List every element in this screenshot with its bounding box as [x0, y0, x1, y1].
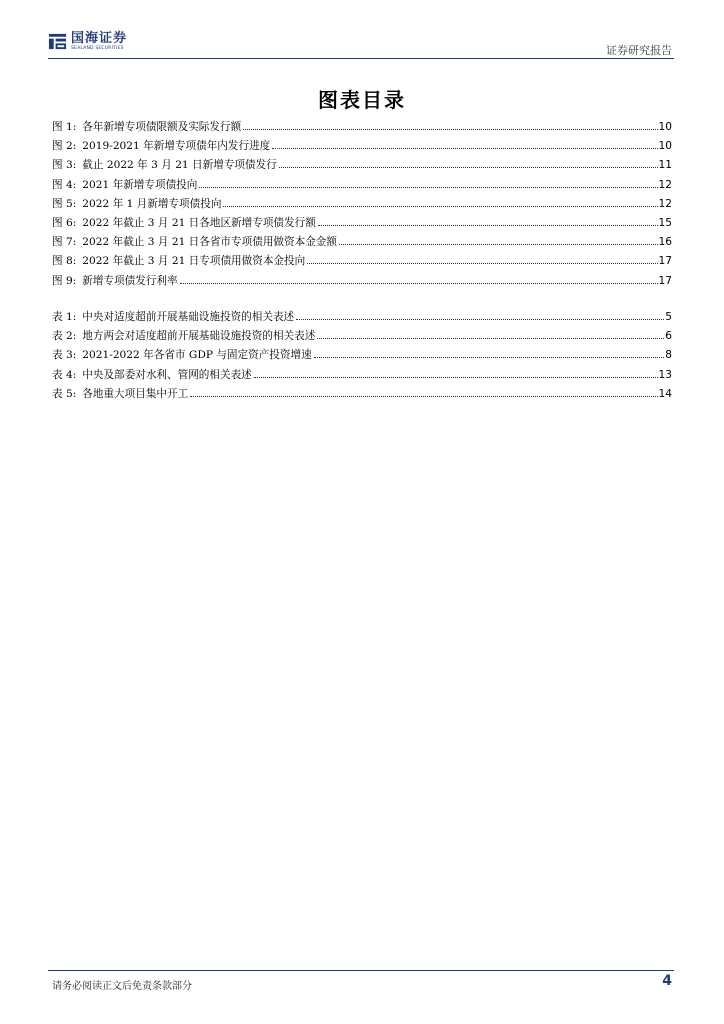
- logo-chinese-name: 国海证券: [71, 31, 128, 46]
- footer-divider: [48, 970, 674, 971]
- figure-entry[interactable]: [52, 156, 672, 175]
- dot-leader: [318, 224, 658, 226]
- figure-label: 图 2:: [52, 140, 77, 153]
- table-entry[interactable]: [52, 366, 672, 385]
- dot-leader: [314, 356, 665, 358]
- dot-leader: [223, 205, 657, 207]
- dot-leader: [199, 186, 657, 188]
- page-header: [48, 28, 674, 58]
- table-list: [52, 308, 672, 404]
- logo-english-name: SEALAND SECURITIES: [71, 46, 124, 51]
- figure-title[interactable]: 各年新增专项债限额及实际发行额: [82, 121, 242, 133]
- figure-title[interactable]: 2019-2021 年新增专项债年内发行进度: [82, 140, 271, 153]
- figure-page-number[interactable]: 15: [658, 216, 672, 229]
- figure-page-number[interactable]: 17: [658, 274, 672, 287]
- figure-label: 图 6:: [52, 216, 77, 229]
- figure-label: 图 9:: [52, 274, 77, 287]
- figure-label: 图 4:: [52, 178, 77, 191]
- dot-leader: [307, 262, 657, 264]
- table-entry[interactable]: [52, 346, 672, 365]
- table-page-number[interactable]: 13: [658, 368, 672, 381]
- table-entry[interactable]: [52, 327, 672, 346]
- figure-entry[interactable]: [52, 137, 672, 156]
- figure-page-number[interactable]: 17: [658, 255, 672, 268]
- table-label: 表 3:: [52, 349, 77, 362]
- table-title[interactable]: 2021-2022 年各省市 GDP 与固定资产投资增速: [82, 349, 312, 362]
- figure-page-number[interactable]: 10: [658, 140, 672, 153]
- figure-entry[interactable]: [52, 195, 672, 214]
- page-number: 4: [662, 973, 672, 989]
- figure-title[interactable]: 截止 2022 年 3 月 21 日新增专项债发行: [82, 159, 277, 172]
- figure-label: 图 3:: [52, 159, 77, 172]
- figure-title[interactable]: 2021 年新增专项债投向: [82, 178, 198, 191]
- report-type-label: 证券研究报告: [606, 44, 672, 57]
- figure-label: 图 7:: [52, 236, 77, 249]
- dot-leader: [243, 128, 657, 130]
- header-divider: [48, 58, 674, 59]
- figure-title[interactable]: 2022 年截止 3 月 21 日专项债用做资本金投向: [82, 255, 306, 268]
- figure-page-number[interactable]: 10: [658, 121, 672, 133]
- table-title[interactable]: 中央及部委对水利、管网的相关表述: [82, 368, 252, 381]
- figure-title[interactable]: 2022 年截止 3 月 21 日各省市专项债用做资本金金额: [82, 236, 337, 249]
- figure-page-number[interactable]: 12: [658, 197, 672, 210]
- dot-leader: [296, 318, 664, 320]
- figure-label: 图 1:: [52, 121, 77, 133]
- dot-leader: [339, 243, 658, 245]
- table-entry[interactable]: [52, 385, 672, 404]
- footer-disclaimer: 请务必阅读正文后免责条款部分: [52, 981, 192, 992]
- figure-entry[interactable]: [52, 118, 672, 137]
- table-label: 表 1:: [52, 311, 77, 323]
- figure-entry[interactable]: [52, 272, 672, 291]
- figure-title[interactable]: 2022 年截止 3 月 21 日各地区新增专项债发行额: [82, 216, 316, 229]
- table-entry[interactable]: [52, 308, 672, 327]
- table-title[interactable]: 各地重大项目集中开工: [82, 387, 189, 400]
- figure-entry[interactable]: [52, 214, 672, 233]
- table-page-number[interactable]: 8: [665, 349, 672, 362]
- figure-entry[interactable]: [52, 176, 672, 195]
- company-logo: [48, 32, 127, 52]
- dot-leader: [272, 147, 657, 149]
- table-label: 表 2:: [52, 330, 77, 343]
- dot-leader: [190, 395, 657, 397]
- figure-title[interactable]: 新增专项债发行利率: [82, 274, 178, 287]
- figure-page-number[interactable]: 11: [658, 159, 672, 172]
- table-label: 表 5:: [52, 387, 77, 400]
- figure-page-number[interactable]: 16: [658, 236, 672, 249]
- dot-leader: [180, 282, 658, 284]
- sealand-logo-icon: [48, 32, 67, 51]
- table-page-number[interactable]: 14: [658, 387, 672, 400]
- table-label: 表 4:: [52, 368, 77, 381]
- figure-list: [52, 118, 672, 291]
- figure-entry[interactable]: [52, 233, 672, 252]
- table-page-number[interactable]: 6: [665, 330, 672, 343]
- figure-page-number[interactable]: 12: [658, 178, 672, 191]
- table-page-number[interactable]: 5: [665, 311, 672, 323]
- figure-entry[interactable]: [52, 252, 672, 271]
- table-title[interactable]: 地方两会对适度超前开展基础设施投资的相关表述: [82, 330, 316, 343]
- dot-leader: [279, 166, 658, 168]
- table-title[interactable]: 中央对适度超前开展基础设施投资的相关表述: [82, 311, 295, 323]
- figure-label: 图 5:: [52, 197, 77, 210]
- page-title: 图表目录: [318, 88, 406, 112]
- dot-leader: [254, 376, 658, 378]
- figure-title[interactable]: 2022 年 1 月新增专项债投向: [82, 197, 222, 210]
- dot-leader: [317, 337, 664, 339]
- figure-label: 图 8:: [52, 255, 77, 268]
